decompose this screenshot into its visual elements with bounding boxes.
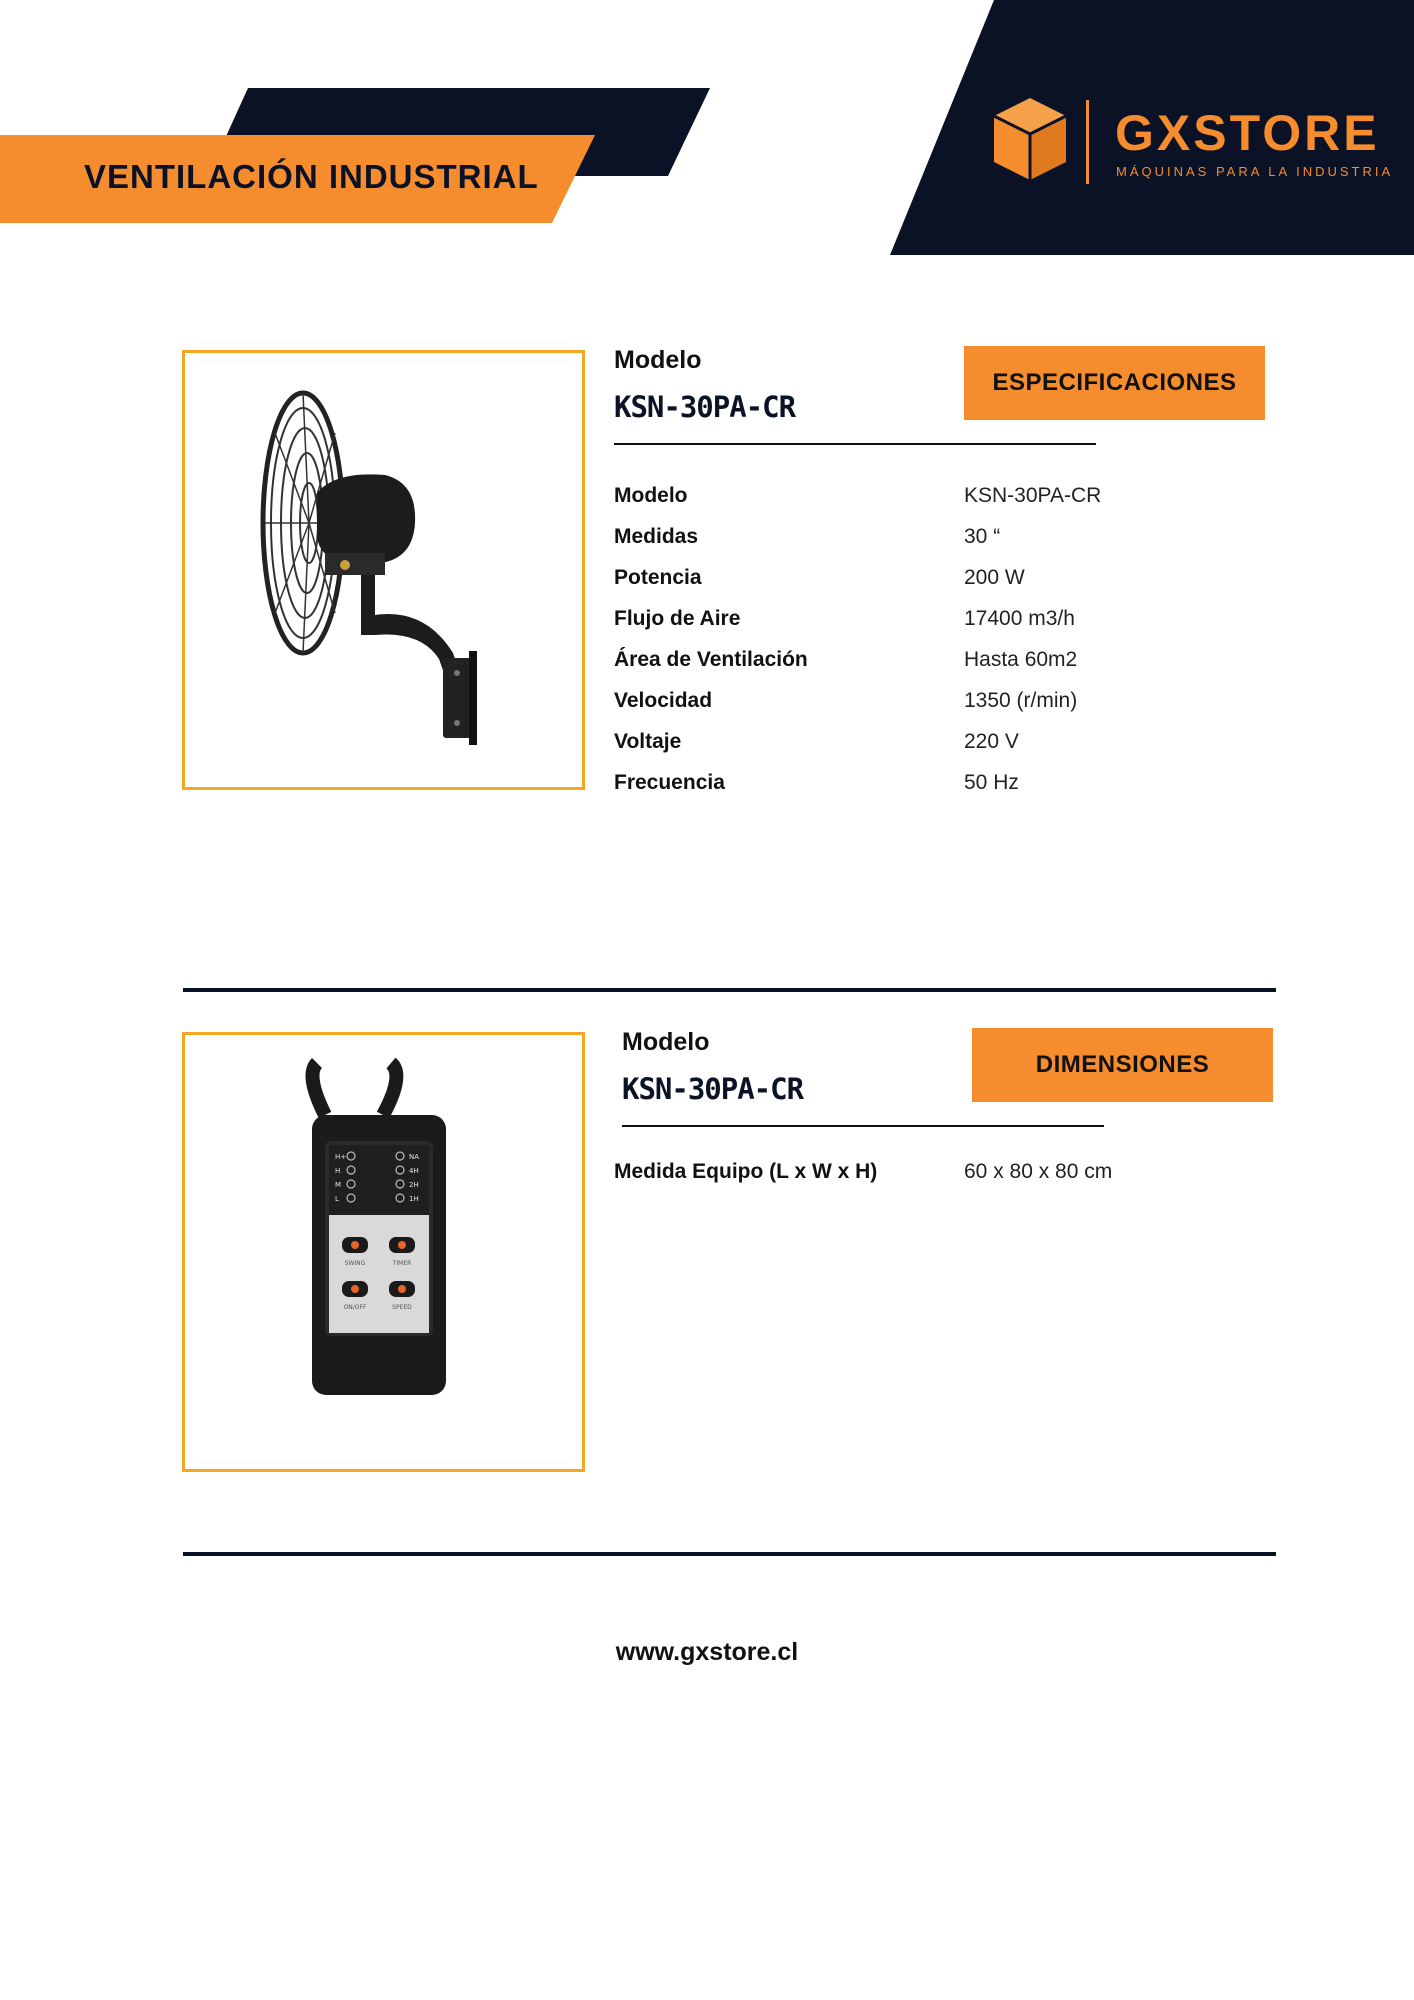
- spec-key: Flujo de Aire: [614, 607, 741, 630]
- fan-image-frame: [182, 350, 585, 790]
- remote-right-label: 2H: [409, 1181, 419, 1189]
- website-link[interactable]: www.gxstore.cl: [615, 1638, 799, 1666]
- spec-key: Voltaje: [614, 730, 682, 753]
- spec-value: 220 V: [964, 730, 1019, 753]
- specs-model-code: KSN-30PA-CR: [614, 390, 796, 424]
- dim-value: 60 x 80 x 80 cm: [964, 1160, 1113, 1183]
- dims-model-label: Modelo: [622, 1028, 710, 1056]
- spec-key: Potencia: [614, 566, 702, 589]
- spec-key: Área de Ventilación: [614, 648, 808, 671]
- remote-left-label: L: [335, 1195, 339, 1203]
- box-logo-icon: [992, 96, 1068, 182]
- remote-button-label: SWING: [344, 1260, 366, 1267]
- spec-key: Modelo: [614, 484, 688, 507]
- remote-left-label: H+: [335, 1153, 347, 1161]
- dims-rule: [622, 1125, 1104, 1127]
- section-divider-1: [183, 988, 1276, 992]
- spec-value: 200 W: [964, 566, 1025, 589]
- remote-control-image: [185, 1035, 582, 1469]
- dims-badge: DIMENSIONES: [972, 1028, 1273, 1102]
- remote-button-label: TIMER: [392, 1260, 412, 1267]
- dim-key: Medida Equipo (L x W x H): [614, 1160, 878, 1183]
- remote-left-label: H: [335, 1167, 341, 1175]
- remote-button-label: SPEED: [392, 1304, 412, 1311]
- dims-model-code: KSN-30PA-CR: [622, 1072, 804, 1106]
- spec-value: 50 Hz: [964, 771, 1019, 794]
- spec-value: KSN-30PA-CR: [964, 484, 1102, 507]
- remote-button-label: ON/OFF: [343, 1304, 367, 1311]
- category-title: VENTILACIÓN INDUSTRIAL: [84, 158, 539, 195]
- specs-model-label: Modelo: [614, 346, 702, 374]
- specs-badge: ESPECIFICACIONES: [964, 346, 1265, 420]
- wall-fan-image: [185, 353, 582, 787]
- brand-tagline: MÁQUINAS PARA LA INDUSTRIA: [1116, 164, 1394, 179]
- brand-name: GXSTORE: [1115, 105, 1380, 161]
- section-divider-2: [183, 1552, 1276, 1556]
- remote-right-label: 1H: [409, 1195, 419, 1203]
- remote-image-frame: [182, 1032, 585, 1472]
- spec-value: 17400 m3/h: [964, 607, 1075, 630]
- remote-right-label: 4H: [409, 1167, 419, 1175]
- spec-key: Frecuencia: [614, 771, 725, 794]
- spec-key: Medidas: [614, 525, 699, 548]
- remote-right-label: NA: [409, 1153, 420, 1161]
- spec-key: Velocidad: [614, 689, 713, 712]
- spec-value: 1350 (r/min): [964, 689, 1078, 712]
- spec-value: 30 “: [964, 525, 1001, 548]
- spec-value: Hasta 60m2: [964, 648, 1078, 671]
- specs-rule: [614, 443, 1096, 445]
- remote-left-label: M: [335, 1181, 342, 1189]
- logo-divider: [1086, 100, 1089, 184]
